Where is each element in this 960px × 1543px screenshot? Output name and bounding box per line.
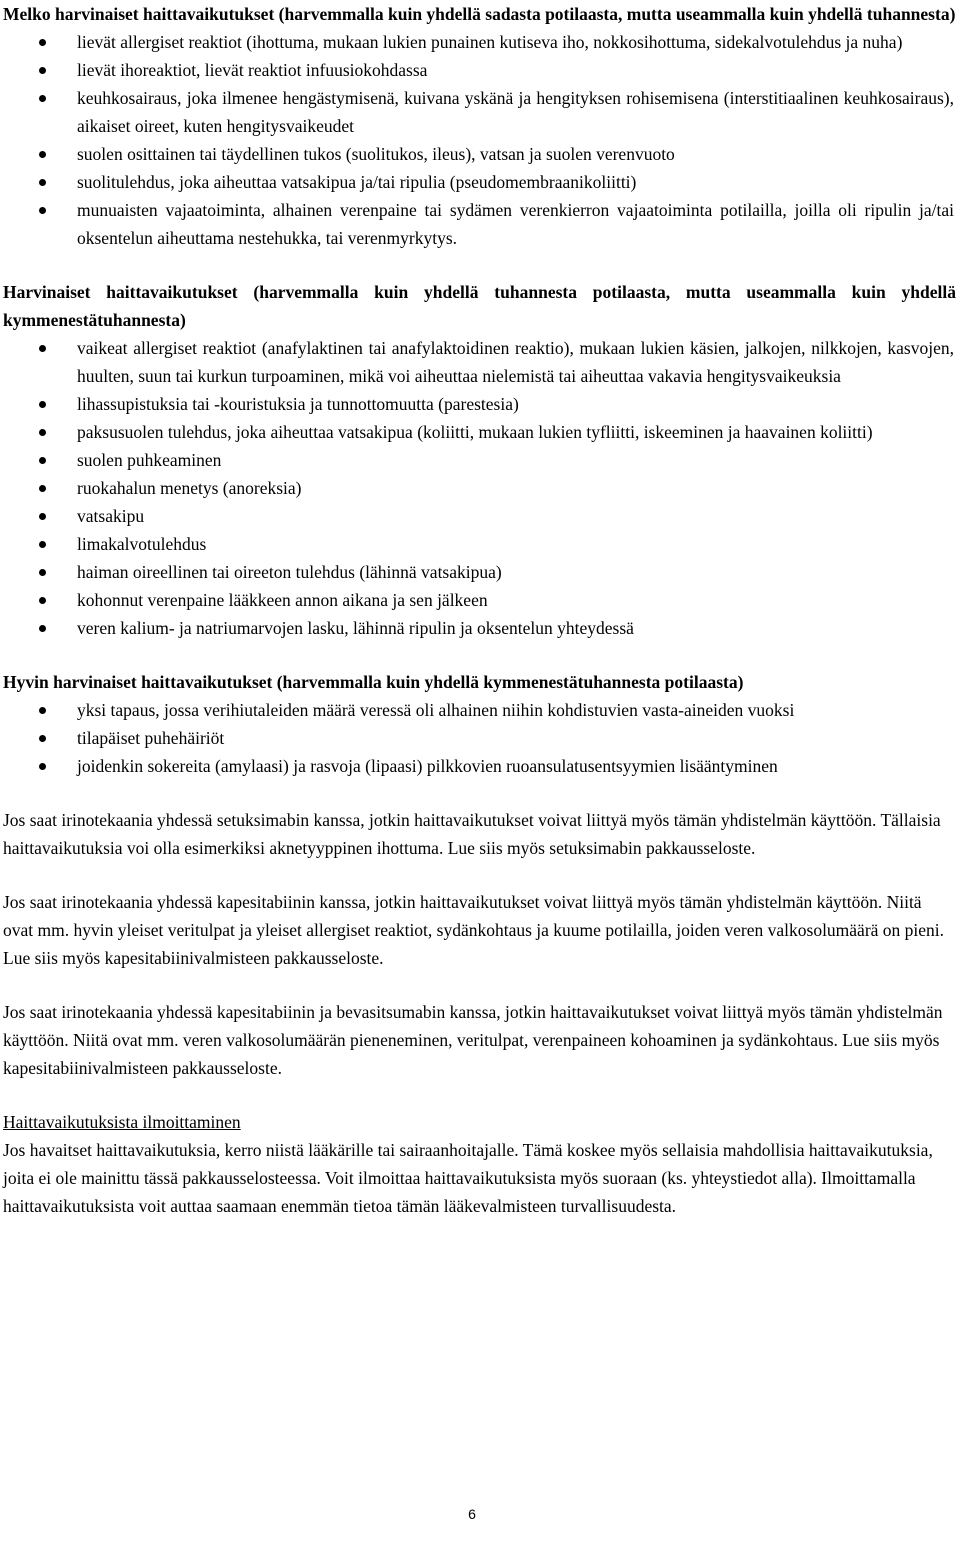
list-item-text: lihassupistuksia tai -kouristuksia ja tunnottomuutta (parestesia) <box>77 394 519 414</box>
list-item <box>0 474 958 502</box>
bullet-list <box>0 28 958 252</box>
list-item-text: haiman oireellinen tai oireeton tulehdus (lähinnä vatsakipua) <box>77 562 502 582</box>
list-item-text: vatsakipu <box>77 506 145 526</box>
list-item <box>0 614 958 642</box>
bullet-icon <box>39 67 46 74</box>
bullet-icon <box>39 569 46 576</box>
bullet-icon <box>39 207 46 214</box>
paragraph-capecitabine: Jos saat irinotekaania yhdessä kapesitabiinin kanssa, jotkin haittavaikutukset voivat liittyä myös tämän yhdistelmän käyttöön. Niitä ovat mm. hyvin yleiset veritulpat ja yleiset allergiset reaktiot, sydänkohtaus ja kuume potilailla, joiden veren valkosolumäärä on pieni. Lue siis myös kapesitabiinivalmisteen pakkausseloste. <box>3 892 945 968</box>
bullet-icon <box>39 429 46 436</box>
list-item <box>0 502 958 530</box>
section-rare-side-effects <box>0 278 958 642</box>
reporting-text: Jos havaitset haittavaikutuksia, kerro niistä lääkärille tai sairaanhoitajalle. Tämä koskee myös sellaisia mahdollisia haittavaikutuksia, joita ei ole mainittu tässä pakkausselosteessa. Voit ilmoittaa haittavaikutuksista myös suoraan (ks. yhteystiedot alla). Ilmoittamalla haittavaikutuksista voit auttaa saamaan enemmän tietoa tämän lääkevalmisteen turvallisuudesta. <box>3 1140 933 1216</box>
list-item-text: suolitulehdus, joka aiheuttaa vatsakipua ja/tai ripulia (pseudomembraanikoliitti) <box>77 172 637 192</box>
list-item-text: paksusuolen tulehdus, joka aiheuttaa vatsakipua (koliitti, mukaan lukien tyfliitti, iskeeminen ja haavainen koliitti) <box>77 422 873 442</box>
list-item <box>0 334 958 390</box>
list-item <box>0 390 958 418</box>
bullet-icon <box>39 401 46 408</box>
list-item-text: lievät ihoreaktiot, lievät reaktiot infuusiokohdassa <box>77 60 428 80</box>
section-heading: Hyvin harvinaiset haittavaikutukset (harvemmalla kuin yhdellä kymmenestätuhannesta potilaasta) <box>3 672 744 692</box>
list-item <box>0 586 958 614</box>
bullet-list <box>0 696 958 780</box>
bullet-icon <box>39 179 46 186</box>
list-item-text: suolen osittainen tai täydellinen tukos (suolitukos, ileus), vatsan ja suolen verenvuoto <box>77 144 675 164</box>
bullet-icon <box>39 345 46 352</box>
list-item <box>0 196 958 252</box>
list-item-text: tilapäiset puhehäiriöt <box>77 728 225 748</box>
list-item-text: veren kalium- ja natriumarvojen lasku, lähinnä ripulin ja oksentelun yhteydessä <box>77 618 634 638</box>
list-item <box>0 56 958 84</box>
paragraph-cetuximab: Jos saat irinotekaania yhdessä setuksimabin kanssa, jotkin haittavaikutukset voivat liittyä myös tämän yhdistelmän käyttöön. Tällaisia haittavaikutuksia voi olla esimerkiksi aknetyyppinen ihottuma. Lue siis myös setuksimabin pakkausseloste. <box>3 810 941 858</box>
bullet-list <box>0 334 958 642</box>
list-item-text: keuhkosairaus, joka ilmenee hengästymisenä, kuivana yskänä ja hengityksen rohisemisena (interstitiaalinen keuhkosairaus), aikaiset oireet, kuten hengitysvaikeudet <box>77 88 954 136</box>
section-uncommon-side-effects <box>0 0 958 252</box>
bullet-icon <box>39 513 46 520</box>
list-item-text: limakalvotulehdus <box>77 534 207 554</box>
bullet-icon <box>39 95 46 102</box>
list-item-text: lievät allergiset reaktiot (ihottuma, mukaan lukien punainen kutiseva iho, nokkosihottuma, sidekalvotulehdus ja nuha) <box>77 32 903 52</box>
list-item-text: kohonnut verenpaine lääkkeen annon aikana ja sen jälkeen <box>77 590 488 610</box>
bullet-icon <box>39 735 46 742</box>
bullet-icon <box>39 485 46 492</box>
list-item <box>0 140 958 168</box>
bullet-icon <box>39 541 46 548</box>
list-item <box>0 28 958 56</box>
list-item <box>0 418 958 446</box>
list-item <box>0 752 958 780</box>
list-item <box>0 724 958 752</box>
list-item <box>0 558 958 586</box>
bullet-icon <box>39 625 46 632</box>
list-item <box>0 84 958 140</box>
list-item <box>0 530 958 558</box>
list-item-text: vaikeat allergiset reaktiot (anafylaktinen tai anafylaktoidinen reaktio), mukaan lukien käsien, jalkojen, nilkkojen, kasvojen, huulten, suun tai kurkun turpoaminen, mikä voi aiheuttaa nielemistä tai aiheuttaa vakavia hengitysvaikeuksia <box>77 338 954 386</box>
reporting-heading: Haittavaikutuksista ilmoittaminen <box>3 1112 241 1132</box>
list-item <box>0 446 958 474</box>
section-heading: Harvinaiset haittavaikutukset (harvemmalla kuin yhdellä tuhannesta potilaasta, mutta useammalla kuin yhdellä kymmenestätuhannesta) <box>3 282 956 330</box>
list-item-text: ruokahalun menetys (anoreksia) <box>77 478 302 498</box>
section-very-rare-side-effects <box>0 668 958 780</box>
paragraph-capecitabine-bevacizumab: Jos saat irinotekaania yhdessä kapesitabiinin ja bevasitsumabin kanssa, jotkin haittavaikutukset voivat liittyä myös tämän yhdistelmän käyttöön. Niitä ovat mm. veren valkosolumäärän pieneneminen, veritulpat, verenpaineen kohoaminen ja sydänkohtaus. Lue siis myös kapesitabiinivalmisteen pakkausseloste. <box>3 1002 943 1078</box>
bullet-icon <box>39 597 46 604</box>
list-item-text: joidenkin sokereita (amylaasi) ja rasvoja (lipaasi) pilkkovien ruoansulatusentsyymien lisääntyminen <box>77 756 778 776</box>
list-item-text: yksi tapaus, jossa verihiutaleiden määrä veressä oli alhainen niihin kohdistuvien vasta-aineiden vuoksi <box>77 700 795 720</box>
section-heading: Melko harvinaiset haittavaikutukset (harvemmalla kuin yhdellä sadasta potilaasta, mutta useammalla kuin yhdellä tuhannesta) <box>3 4 956 24</box>
bullet-icon <box>39 707 46 714</box>
bullet-icon <box>39 457 46 464</box>
bullet-icon <box>39 151 46 158</box>
list-item-text: munuaisten vajaatoiminta, alhainen verenpaine tai sydämen verenkierron vajaatoiminta potilailla, joilla oli ripulin ja/tai oksentelun aiheuttama nestehukka, tai verenmyrkytys. <box>77 200 954 248</box>
page-number: 6 <box>468 1506 476 1522</box>
list-item <box>0 696 958 724</box>
list-item <box>0 168 958 196</box>
bullet-icon <box>39 39 46 46</box>
list-item-text: suolen puhkeaminen <box>77 450 222 470</box>
bullet-icon <box>39 763 46 770</box>
